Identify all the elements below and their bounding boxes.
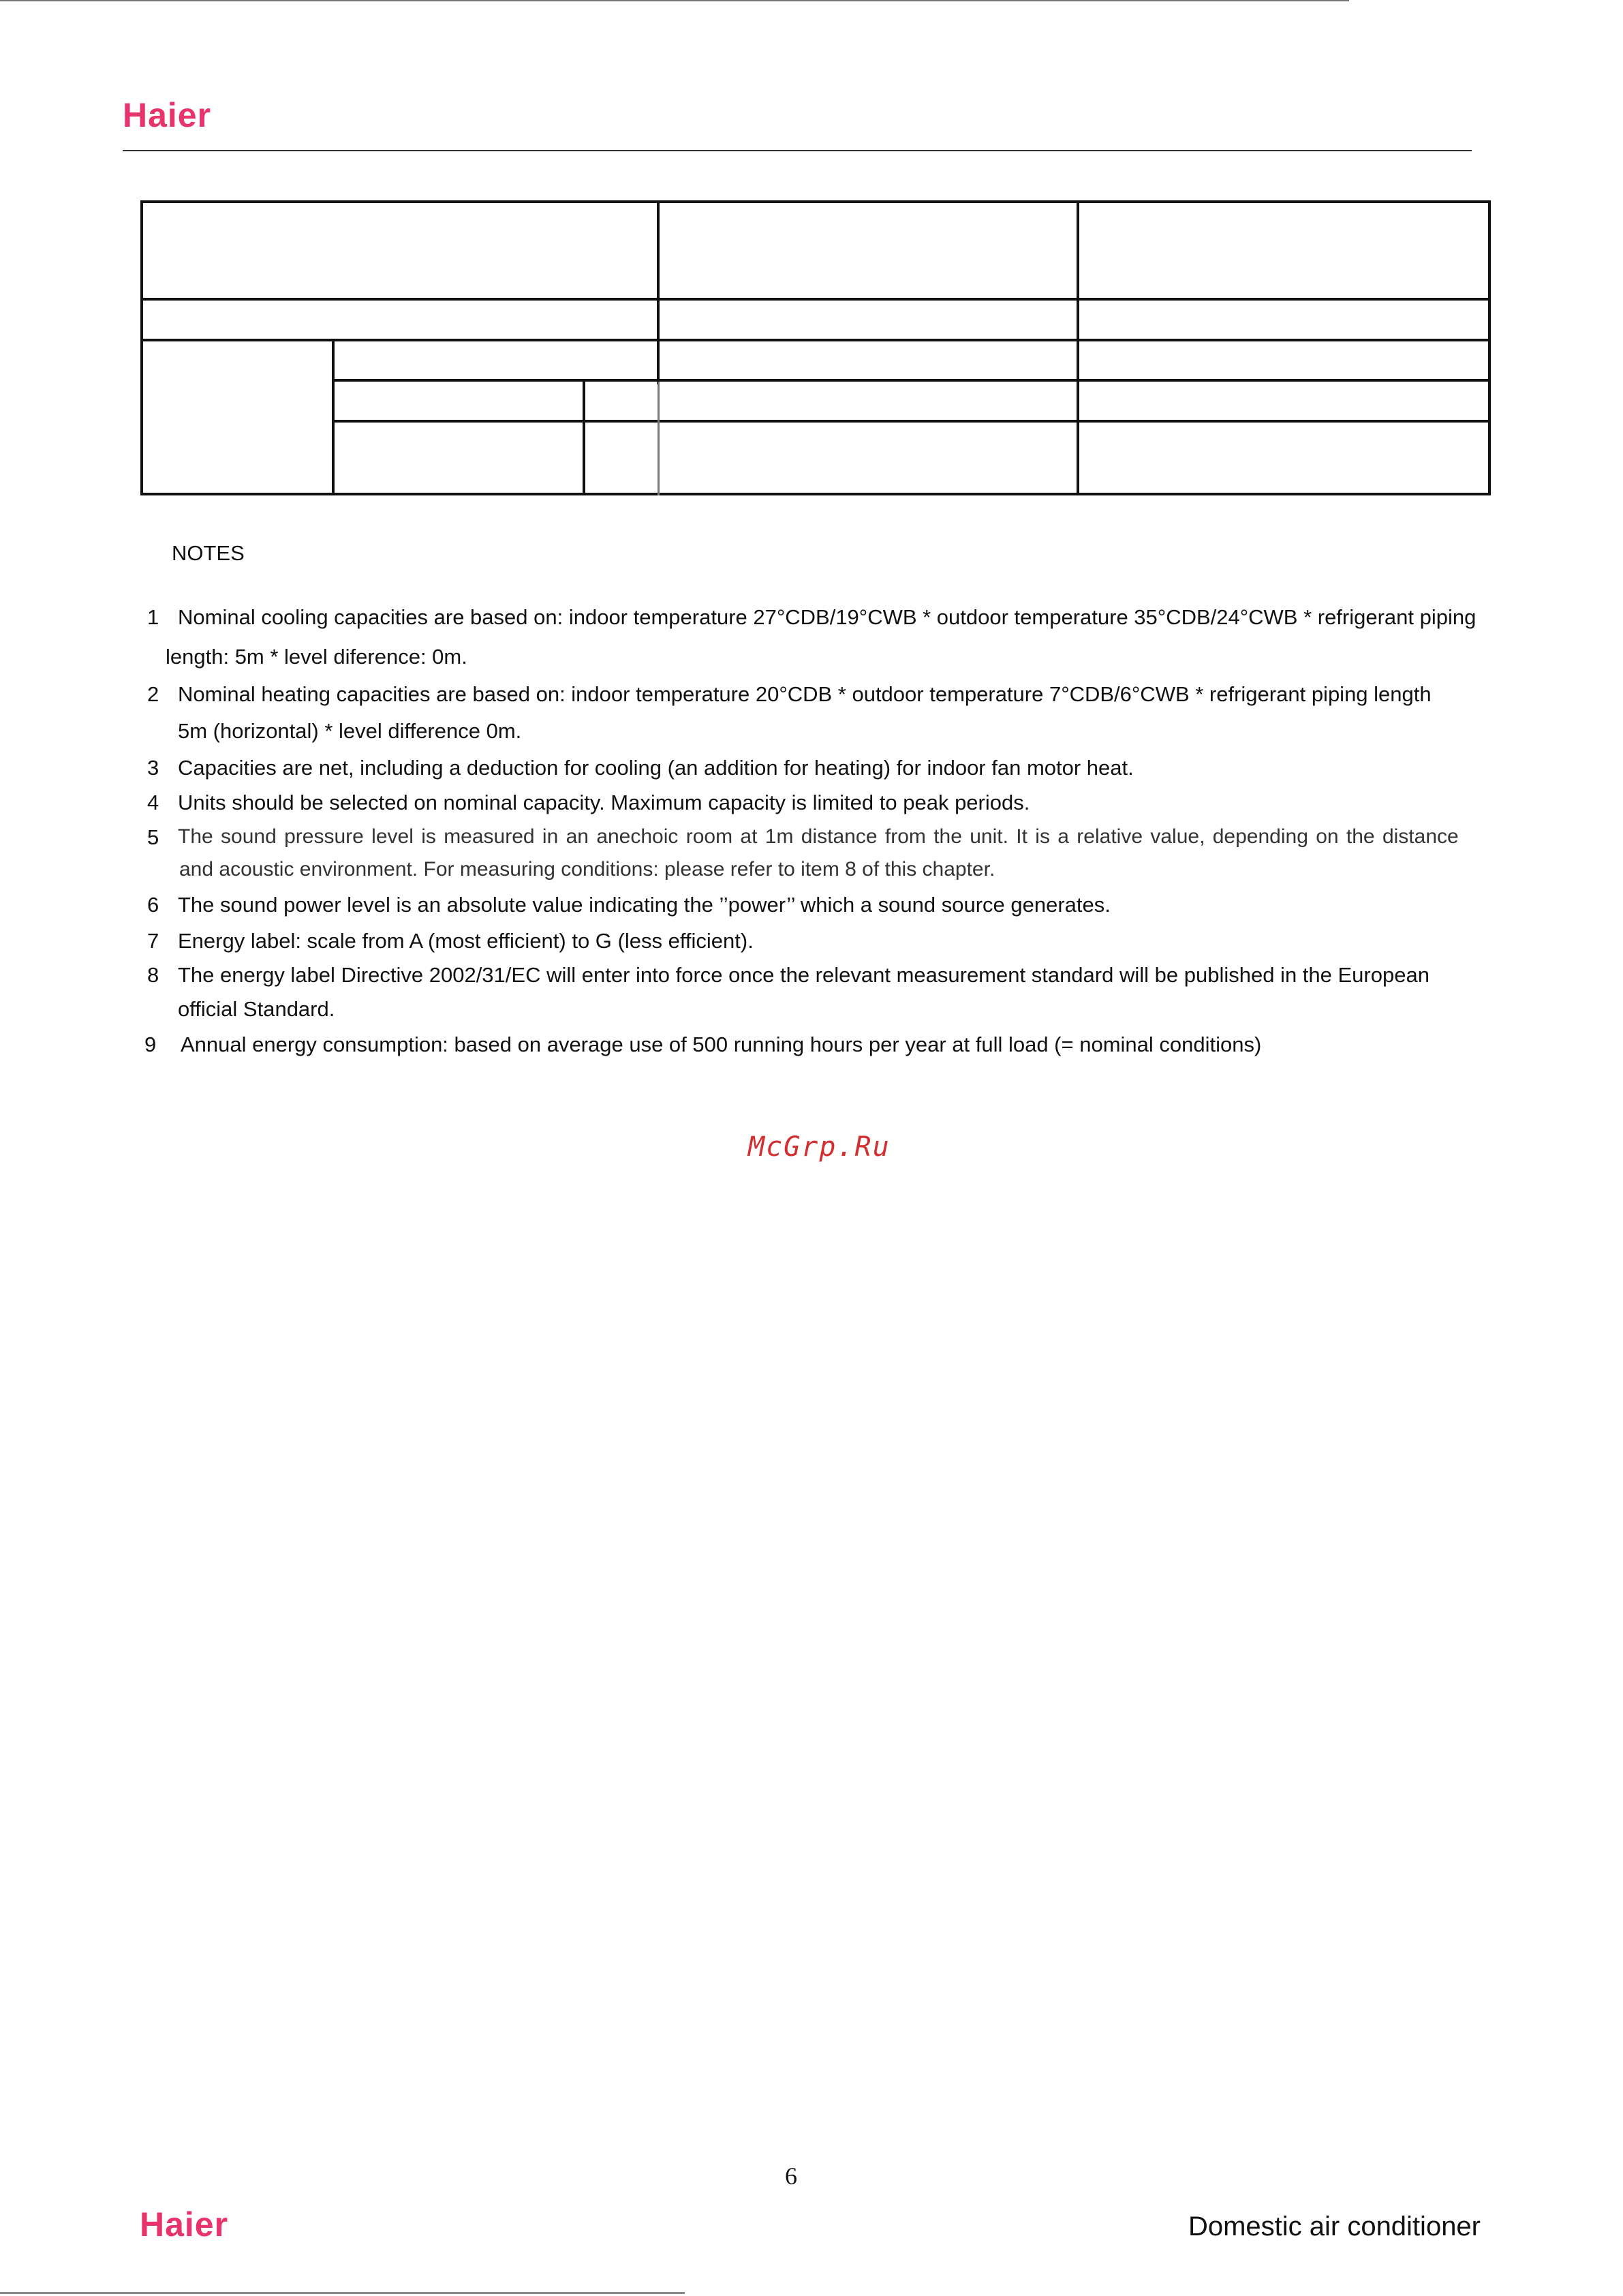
note-line: Nominal cooling capacities are based on: indoor temperature 27°CDB/19°CWB * outdoor temperature 35°CDB/24°CWB * refrigerant piping <box>178 605 1477 629</box>
note-number: 2 <box>147 682 159 706</box>
table-col-line <box>332 339 335 495</box>
table-col-line-thin <box>658 382 660 495</box>
footer-rule <box>0 0 1349 1</box>
table-border-left <box>140 200 143 495</box>
header-rule <box>123 150 1472 151</box>
note-number: 3 <box>147 756 159 780</box>
note-number: 7 <box>147 929 159 953</box>
note-number: 1 <box>147 605 159 629</box>
note-number: 4 <box>147 791 159 814</box>
note-line: Capacities are net, including a deduction for cooling (an addition for heating) for indoor fan motor heat. <box>178 756 1134 780</box>
note-line: The sound pressure level is measured in an anechoic room at 1m distance from the unit. It is a relative value, depending on the distance <box>178 825 1459 848</box>
note-line: official Standard. <box>178 997 335 1021</box>
haier-logo-top: Haier <box>123 96 212 134</box>
notes-heading: NOTES <box>172 541 245 565</box>
table-row-line <box>335 420 1491 423</box>
page-number: 6 <box>785 2162 797 2190</box>
note-number: 6 <box>147 893 159 917</box>
table-row-line <box>140 298 1491 301</box>
watermark: McGrp.Ru <box>748 1131 891 1163</box>
table-col-line <box>657 200 660 384</box>
note-line: Energy label: scale from A (most efficient) to G (less efficient). <box>178 929 754 953</box>
note-number: 5 <box>147 825 159 849</box>
note-number: 8 <box>147 963 159 987</box>
note-line: The sound power level is an absolute value indicating the ’’power’’ which a sound source generates. <box>178 893 1111 917</box>
table-border-bottom <box>140 493 1491 495</box>
footer-title: Domestic air conditioner <box>1188 2211 1481 2241</box>
scan-edge-line <box>0 2292 685 2294</box>
table-border-top <box>140 200 1491 203</box>
table-row-line <box>335 379 1491 382</box>
table-row-line <box>140 339 1491 341</box>
note-number: 9 <box>144 1032 157 1056</box>
table-border-right <box>1488 200 1491 495</box>
table-col-line <box>1077 200 1079 495</box>
note-line: Annual energy consumption: based on average use of 500 running hours per year at full load (= nominal conditions) <box>181 1032 1262 1056</box>
note-line: length: 5m * level diference: 0m. <box>166 645 467 669</box>
haier-logo-bottom: Haier <box>140 2205 229 2244</box>
note-line: 5m (horizontal) * level difference 0m. <box>178 719 522 743</box>
note-line: and acoustic environment. For measuring conditions: please refer to item 8 of this chapter. <box>179 858 995 881</box>
note-line: The energy label Directive 2002/31/EC will enter into force once the relevant measurement standard will be published in the European <box>178 963 1429 987</box>
note-line: Nominal heating capacities are based on: indoor temperature 20°CDB * outdoor temperature 7°CDB/6°CWB * refrigerant piping length <box>178 682 1432 706</box>
note-line: Units should be selected on nominal capacity. Maximum capacity is limited to peak periods. <box>178 791 1030 814</box>
table-col-line <box>583 379 585 495</box>
